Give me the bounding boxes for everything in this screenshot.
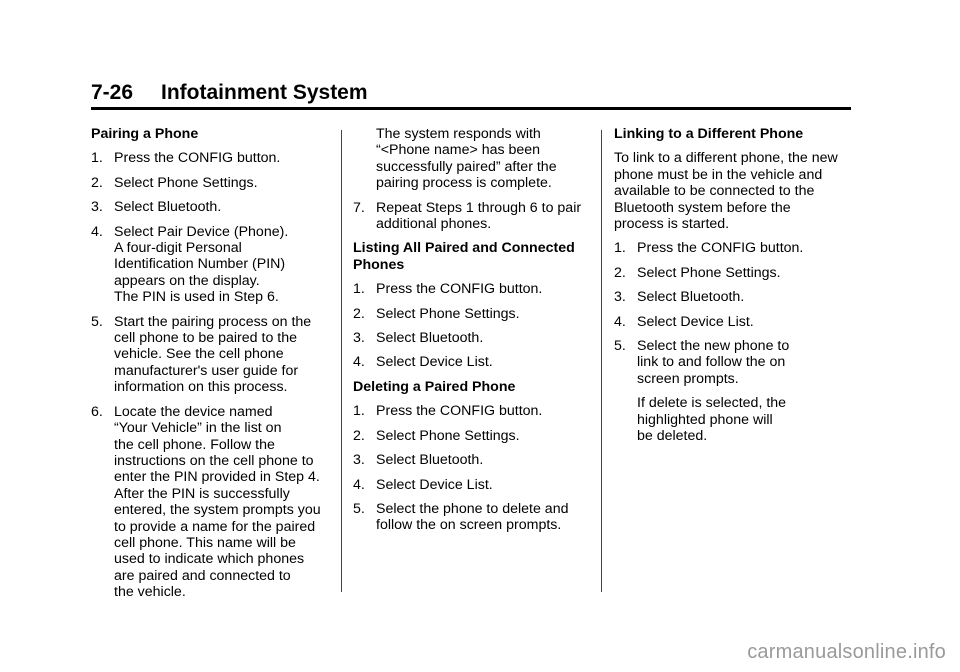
step-text: Select Bluetooth. (637, 289, 745, 306)
step-text: Press the CONFIG button. (637, 240, 804, 257)
step-text: Select Bluetooth. (376, 330, 484, 347)
paragraph-line: process is started. (614, 216, 730, 233)
list-item (614, 338, 854, 444)
step-text: A four-digit Personal (114, 240, 242, 257)
section-title: Infotainment System (161, 81, 368, 104)
step-text: Select Phone Settings. (376, 427, 520, 444)
step-text: Select the new phone to (637, 338, 790, 355)
list-item (353, 477, 591, 493)
step-text: Select Phone Settings. (637, 264, 781, 281)
step-text: Select Bluetooth. (376, 452, 484, 469)
heading-listing-paired-phones (353, 240, 591, 273)
watermark: carmanualsonline.info (747, 641, 946, 663)
step-text: Select Device List. (637, 313, 754, 330)
step-text: Select Phone Settings. (114, 174, 258, 191)
step-text: Repeat Steps 1 through 6 to pair (376, 199, 582, 216)
step-number: 1. (353, 403, 365, 420)
step-number: 4. (353, 476, 365, 493)
list-item (353, 428, 591, 444)
step-number: 5. (353, 500, 365, 517)
paragraph-line: phone must be in the vehicle and (614, 166, 823, 183)
list-item (353, 501, 591, 534)
list-item (91, 199, 331, 215)
paragraph-line: Bluetooth system before the (614, 199, 791, 216)
step-text: “Your Vehicle” in the list on (114, 420, 282, 437)
step-note: be deleted. (637, 428, 708, 445)
list-item (614, 240, 854, 256)
step-text: Start the pairing process on the (114, 313, 312, 330)
step-text: are paired and connected to (114, 567, 291, 584)
heading-deleting-a-paired-phone: Deleting a Paired Phone (353, 378, 516, 395)
column-2 (353, 126, 591, 542)
step-text: Locate the device named (114, 403, 273, 420)
step-text: to provide a name for the paired (114, 518, 316, 535)
step-number: 3. (353, 452, 365, 469)
heading-line: Phones (353, 256, 405, 273)
step-note: highlighted phone will (637, 411, 773, 428)
step-number: 4. (91, 223, 103, 240)
list-item (353, 452, 591, 468)
step-number: 2. (91, 174, 103, 191)
list-item (353, 200, 591, 233)
heading-line: Listing All Paired and Connected (353, 240, 575, 257)
step-text: appears on the display. (114, 272, 260, 289)
list-item (91, 404, 331, 601)
page-number: 7-26 (91, 81, 134, 104)
step-text: screen prompts. (637, 370, 739, 387)
list-item (614, 289, 854, 305)
step-text: used to indicate which phones (114, 551, 305, 568)
list-item (91, 224, 331, 306)
step-number: 1. (353, 281, 365, 298)
step-6-continuation (376, 126, 591, 192)
step-number: 3. (614, 289, 626, 306)
step-number: 5. (614, 338, 626, 355)
step-text: enter the PIN provided in Step 4. (114, 469, 320, 486)
step-number: 3. (91, 199, 103, 216)
step-number: 3. (353, 330, 365, 347)
step-text: Press the CONFIG button. (376, 403, 543, 420)
column-3 (614, 126, 854, 453)
step-number: 5. (91, 313, 103, 330)
step-text: cell phone to be paired to the (114, 330, 297, 347)
list-item (91, 314, 331, 396)
step-number: 6. (91, 403, 103, 420)
step-text: Select Pair Device (Phone). (114, 223, 289, 240)
step-text: Select Phone Settings. (376, 305, 520, 322)
step-text: additional phones. (376, 216, 492, 233)
paragraph-line: The system responds with (376, 126, 541, 142)
column-1 (91, 126, 331, 609)
step-text: the cell phone. Follow the (114, 436, 275, 453)
step-text: Identification Number (PIN) (114, 256, 286, 273)
step-text: cell phone. This name will be (114, 534, 296, 551)
paragraph-line: successfully paired” after the (376, 158, 557, 175)
step-text: Press the CONFIG button. (114, 150, 281, 167)
step-text: follow the on screen prompts. (376, 517, 562, 534)
paragraph-line: available to be connected to the (614, 183, 815, 200)
heading-linking-different-phone: Linking to a Different Phone (614, 126, 804, 142)
list-item (353, 403, 591, 419)
list-item (91, 175, 331, 191)
step-number: 4. (353, 354, 365, 371)
step-number: 1. (614, 240, 626, 257)
step-text: link to and follow the on (637, 354, 786, 371)
heading-pairing-a-phone: Pairing a Phone (91, 126, 199, 142)
step-number: 1. (91, 150, 103, 167)
step-text: the vehicle. (114, 584, 186, 601)
step-text: Select Device List. (376, 476, 493, 493)
list-item (353, 354, 591, 370)
list-item (353, 306, 591, 322)
list-item (614, 265, 854, 281)
intro-paragraph (614, 150, 854, 232)
step-note: If delete is selected, the (637, 395, 787, 412)
step-number: 2. (614, 264, 626, 281)
step-text: After the PIN is successfully (114, 485, 290, 502)
step-number: 7. (353, 199, 365, 216)
step-number: 4. (614, 313, 626, 330)
step-text: Select Bluetooth. (114, 199, 222, 216)
step-text: Press the CONFIG button. (376, 281, 543, 298)
list-item (353, 281, 591, 297)
column-divider (341, 130, 342, 592)
step-text: vehicle. See the cell phone (114, 346, 284, 363)
list-item (91, 150, 331, 166)
step-text: entered, the system prompts you (114, 502, 321, 519)
step-number: 2. (353, 427, 365, 444)
column-divider (601, 130, 602, 592)
step-text: manufacturer's user guide for (114, 362, 299, 379)
step-text: information on this process. (114, 379, 288, 396)
step-text: Select the phone to delete and (376, 500, 569, 517)
step-text: The PIN is used in Step 6. (114, 289, 279, 306)
step-text: instructions on the cell phone to (114, 452, 314, 469)
page-header (91, 79, 851, 110)
step-number: 2. (353, 305, 365, 322)
paragraph-line: To link to a different phone, the new (614, 150, 838, 167)
list-item (353, 330, 591, 346)
step-text: Select Device List. (376, 354, 493, 371)
paragraph-line: “<Phone name> has been (376, 142, 541, 159)
paragraph-line: pairing process is complete. (376, 175, 552, 192)
list-item (614, 314, 854, 330)
